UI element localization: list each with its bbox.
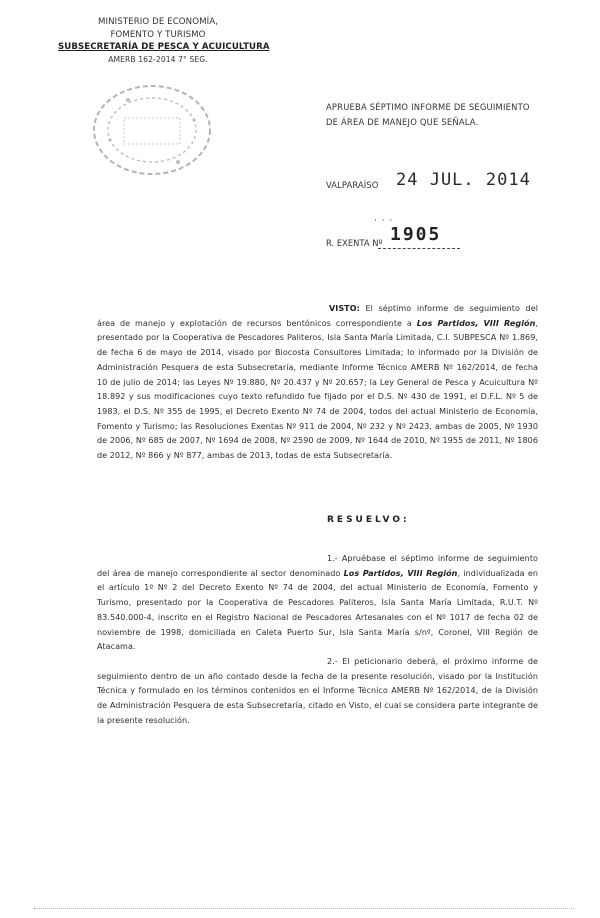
article-2-text: El peticionario deberá, el próximo informe de seguimiento dentro de un año contado desde la fecha de la presente resolución, visado por la Institución Técnica y formulado en los términos contenidos en el Informe Técnico AMERB Nº 162/2014, de la División de Administración Pesquera de esta Subsecretaría, citado en Visto, el cual se considera parte integrante de la presente resolución. bbox=[97, 657, 538, 725]
ministry-line-2: FOMENTO Y TURISMO bbox=[110, 29, 206, 40]
stamped-date: 24 JUL. 2014 bbox=[396, 170, 531, 190]
article-1-text-a: Apruébase el séptimo informe de seguimiento del área de manejo correspondiente al sector denominado bbox=[97, 554, 538, 578]
ministry-line-1: MINISTERIO DE ECONOMÍA, bbox=[97, 17, 219, 27]
resuelvo-heading: RESUELVO: bbox=[327, 515, 410, 525]
exenta-label: R. EXENTA Nº bbox=[326, 238, 383, 248]
article-1-text-b: , individualizada en el artículo 1º Nº 2 del Decreto Exento Nº 74 de 2004, del actual Ministerio de Economía, Fomento y Turismo, presentado por la Cooperativa de Pescadores Paliteros, Isla Santa María Limitada, R.U.T. Nº 83.540.000-4, inscrito en el Registro Nacional de Pescadores Artesanales con el Nº 1017 de fecha 02 de noviembre de 1998, domiciliada en Caleta Puerto Sur, Isla Santa María s/nº, Coronel, VIII Región de Atacama. bbox=[97, 568, 538, 652]
visto-text-b: , presentado por la Cooperativa de Pescadores Paliteros, Isla Santa María Limitada, C.I. SUBPESCA Nº 1.869, de fecha 6 de mayo de 2014, visado por Biocosta Consultores Limitada; lo informado por la División de Administración Pesquera de esta Subsecretaría, mediante Informe Técnico AMERB Nº 162/2014, de fecha 10 de julio de 2014; las Leyes Nº 19.880, Nº 20.437 y Nº 20.657; la Ley General de Pesca y Acuicultura Nº 18.892 y sus modificaciones cuyo texto refundido fue fijado por el D.S. Nº 430 de 1991, el D.F.L. Nº 5 de 1983, el D.S. Nº 355 de 1995, el Decreto Exento Nº 74 de 2004, todos del actual Ministerio de Economía, Fomento y Turismo; las Resoluciones Exentas Nº 911 de 2004, Nº 232 y Nº 2423, ambas de 2005, Nº 1930 de 2006, Nº 685 de 2007, Nº 1694 de 2008, Nº 2590 de 2009, Nº 1644 de 2010, Nº 1955 de 2011, Nº 1806 de 2012, Nº 866 y Nº 877, ambas de 2013, todas de esta Subsecretaría. bbox=[97, 318, 538, 461]
visto-heading: VISTO: bbox=[329, 304, 360, 313]
bottom-edge-marks bbox=[34, 908, 574, 915]
visto-text-a: El séptimo informe de seguimiento del área de manejo y explotación de recursos bentónicos correspondiente a bbox=[97, 304, 538, 328]
place-label: VALPARAÍSO bbox=[326, 180, 379, 190]
visto-place-name: Los Partidos, VIII Región bbox=[416, 318, 536, 328]
letterhead bbox=[58, 16, 270, 66]
reference-code: AMERB 162-2014 7° SEG. bbox=[108, 54, 208, 64]
visto-paragraph bbox=[97, 302, 538, 464]
resolution-number: 1905 bbox=[390, 224, 442, 245]
resolution-subject bbox=[326, 100, 556, 129]
article-1-place-name: Los Partidos, VIII Región bbox=[343, 568, 458, 578]
subject-line-2: DE ÁREA DE MANEJO QUE SEÑALA. bbox=[326, 116, 479, 127]
exempt-resolution-number bbox=[326, 216, 486, 256]
subject-line-1: APRUEBA SÉPTIMO INFORME DE SEGUIMIENTO bbox=[326, 102, 530, 112]
article-1-number: 1.- bbox=[327, 554, 338, 563]
place-and-date bbox=[326, 170, 566, 200]
dotted-mark: · · · bbox=[374, 216, 394, 226]
article-1-paragraph bbox=[97, 552, 538, 655]
article-2-paragraph bbox=[97, 655, 538, 729]
round-seal-stamp bbox=[88, 80, 216, 180]
number-underline bbox=[378, 248, 460, 249]
subsecretaria-line: SUBSECRETARÍA DE PESCA Y ACUICULTURA bbox=[58, 42, 270, 52]
article-2-number: 2.- bbox=[327, 657, 338, 666]
